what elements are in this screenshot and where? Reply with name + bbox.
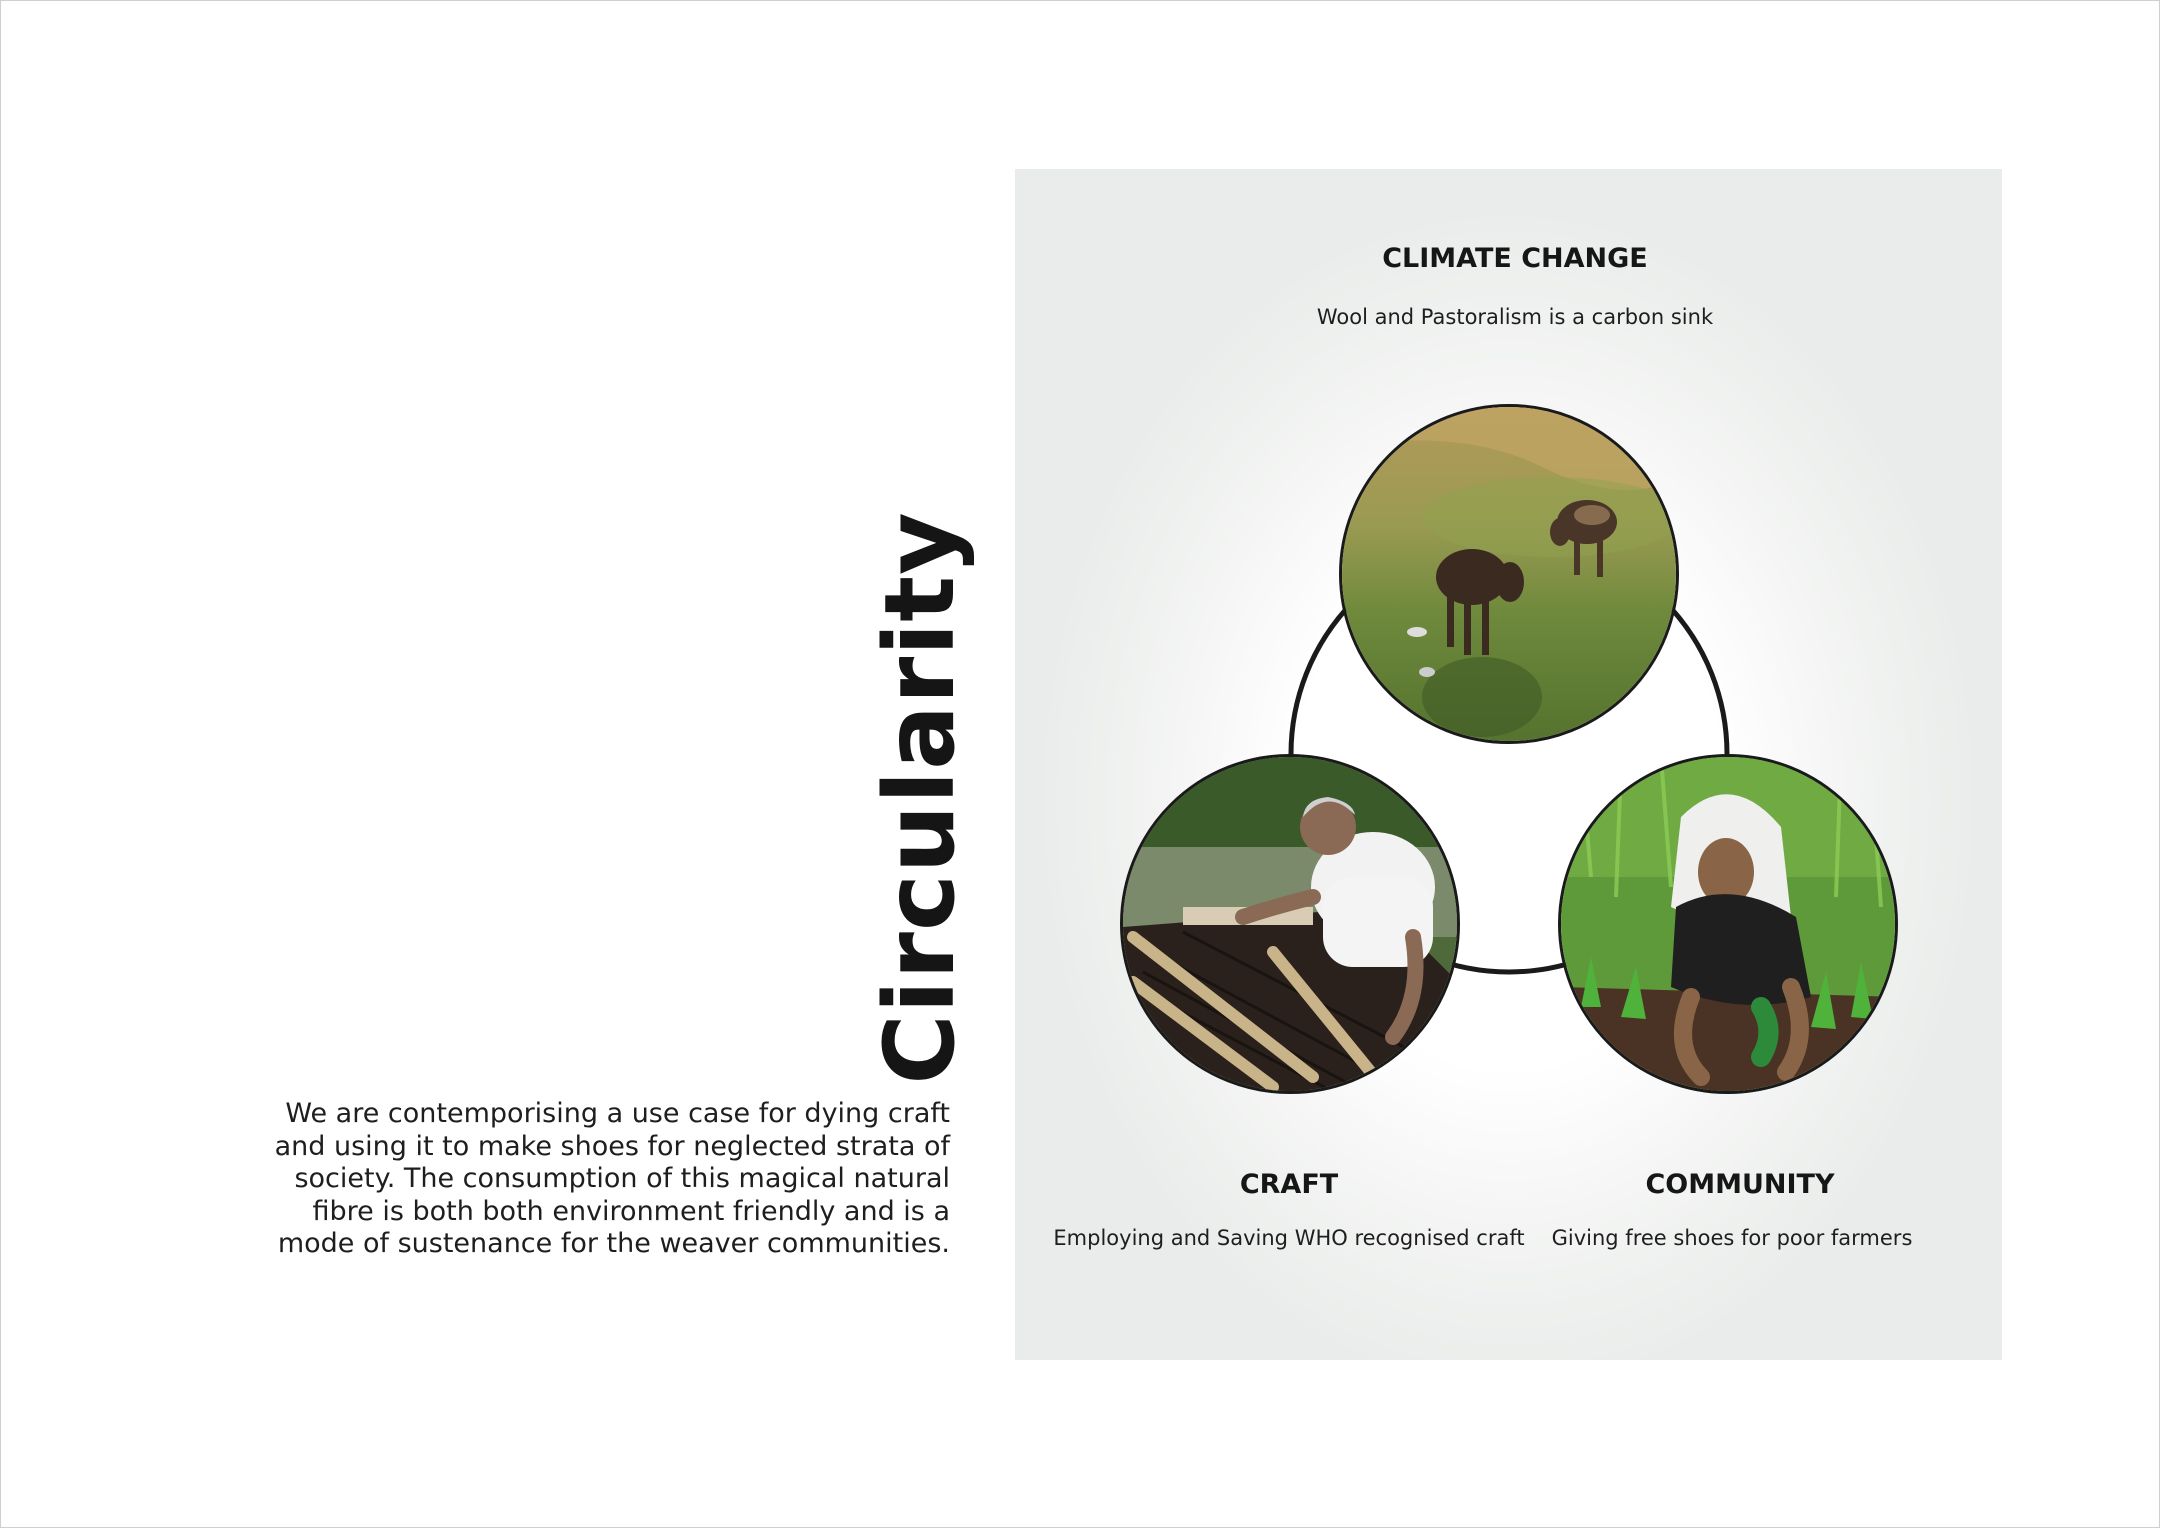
circularity-panel <box>1015 169 2002 1360</box>
community-caption: Giving free shoes for poor farmers <box>1551 1226 1913 1250</box>
community-heading: COMMUNITY <box>1645 1169 1835 1200</box>
craft-caption: Employing and Saving WHO recognised craft <box>1053 1226 1525 1250</box>
cycle-connector <box>1015 169 2002 1360</box>
sheep-grazing-photo <box>1339 404 1679 744</box>
climate-change-caption: Wool and Pastoralism is a carbon sink <box>1316 305 1714 329</box>
intro-paragraph: We are contemporising a use case for dying craft and using it to make shoes for neglected strata of society. The consumption of this magical natural fibre is both both environment friendly and is a mode of sustenance for the weaver communities. <box>274 1098 950 1259</box>
farmer-in-field-photo <box>1558 754 1898 1094</box>
climate-change-heading: CLIMATE CHANGE <box>1382 243 1648 274</box>
page-title: Circularity <box>864 511 976 1085</box>
weaver-at-loom-photo <box>1120 754 1460 1094</box>
craft-heading: CRAFT <box>1239 1169 1339 1200</box>
